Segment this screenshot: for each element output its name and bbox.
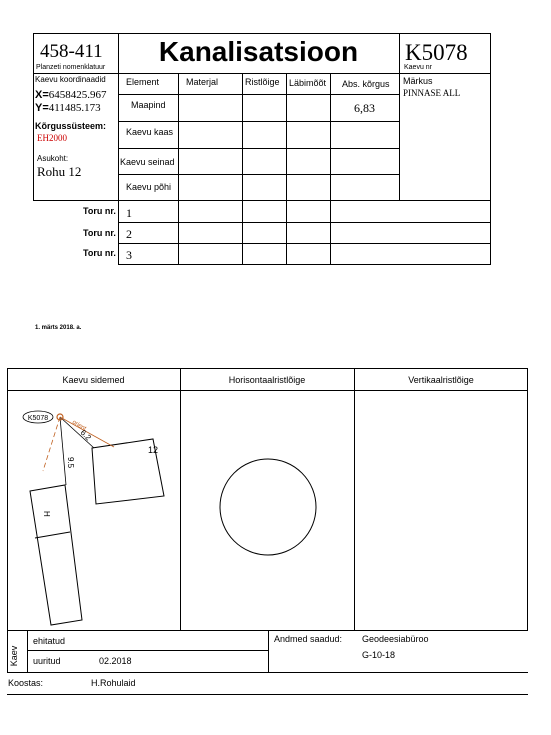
distance-b: 9.5 (66, 457, 75, 469)
x-value: 6458425.967 (48, 89, 107, 101)
section-horizontal: Horisontaalristlõige (228, 375, 306, 385)
height-system-label: Kõrgussüsteem: (35, 121, 107, 131)
orient-label: orient (71, 419, 88, 433)
y-value: 411485.173 (48, 102, 101, 114)
date-note: 1. märts 2018. a. (35, 325, 82, 331)
building-number: 12 (148, 445, 159, 455)
building-h (30, 485, 82, 625)
y-coordinate (35, 102, 101, 114)
col-cross-section: Ristlõige (245, 77, 280, 87)
row-cover: Kaevu kaas (126, 127, 174, 137)
distance-a: 6.2 (78, 428, 93, 443)
surveyed-label: uuritud (33, 656, 61, 666)
address-label: Asukoht: (37, 154, 69, 163)
pipe-no-1: 1 (126, 206, 132, 220)
height-system: EH2000 (37, 133, 67, 143)
col-element: Element (126, 77, 160, 87)
nomenclature-label: Planzeti nomenklatuur (36, 64, 106, 71)
page-title: Kanalisatsioon (158, 36, 359, 67)
coords-label: Kaevu koordinaadid (35, 75, 106, 84)
surveyed-date: 02.2018 (99, 656, 132, 666)
section-vertical: Vertikaalristlõige (408, 375, 474, 385)
x-label: X= (35, 89, 49, 101)
well-number-label: Kaevu nr (404, 64, 433, 71)
row-ground: Maapind (131, 100, 166, 110)
row-walls: Kaevu seinad (120, 157, 175, 167)
pipe-label-3: Toru nr. (83, 248, 116, 258)
section-ties: Kaevu sidemed (62, 375, 125, 385)
col-abs-height: Abs. kõrgus (342, 79, 390, 89)
abs-height-ground: 6,83 (354, 101, 375, 115)
source-label: Andmed saadud: (274, 634, 343, 644)
pipe-no-3: 3 (126, 248, 132, 262)
horizontal-section (181, 391, 353, 629)
x-coordinate (35, 89, 107, 101)
side-label: Kaev (9, 645, 19, 667)
address: Rohu 12 (37, 164, 82, 179)
author: H.Rohulaid (91, 678, 136, 688)
built-label: ehitatud (33, 636, 66, 646)
source-code: G-10-18 (362, 650, 396, 660)
remark-value: PINNASE ALL (403, 88, 461, 98)
col-material: Materjal (186, 77, 219, 87)
pipe-no-2: 2 (126, 227, 132, 241)
orient-line-b (43, 417, 60, 471)
source-org: Geodeesiabüroo (362, 634, 429, 644)
well-tag: K5078 (27, 415, 49, 422)
pipe-label-2: Toru nr. (83, 228, 116, 238)
nomenclature: 458-411 (40, 41, 103, 62)
row-bottom: Kaevu põhi (126, 182, 172, 192)
well-number: K5078 (405, 40, 468, 65)
ties-sketch (8, 391, 180, 629)
pipe-label-1: Toru nr. (83, 206, 116, 216)
author-label: Koostas: (8, 678, 44, 688)
tie-line-b (60, 417, 66, 485)
building-letter: H (42, 511, 51, 517)
y-label: Y= (35, 102, 49, 114)
col-remark: Märkus (403, 76, 433, 86)
well-cross-section (220, 459, 316, 555)
col-diameter: Läbimõõt (289, 78, 327, 88)
